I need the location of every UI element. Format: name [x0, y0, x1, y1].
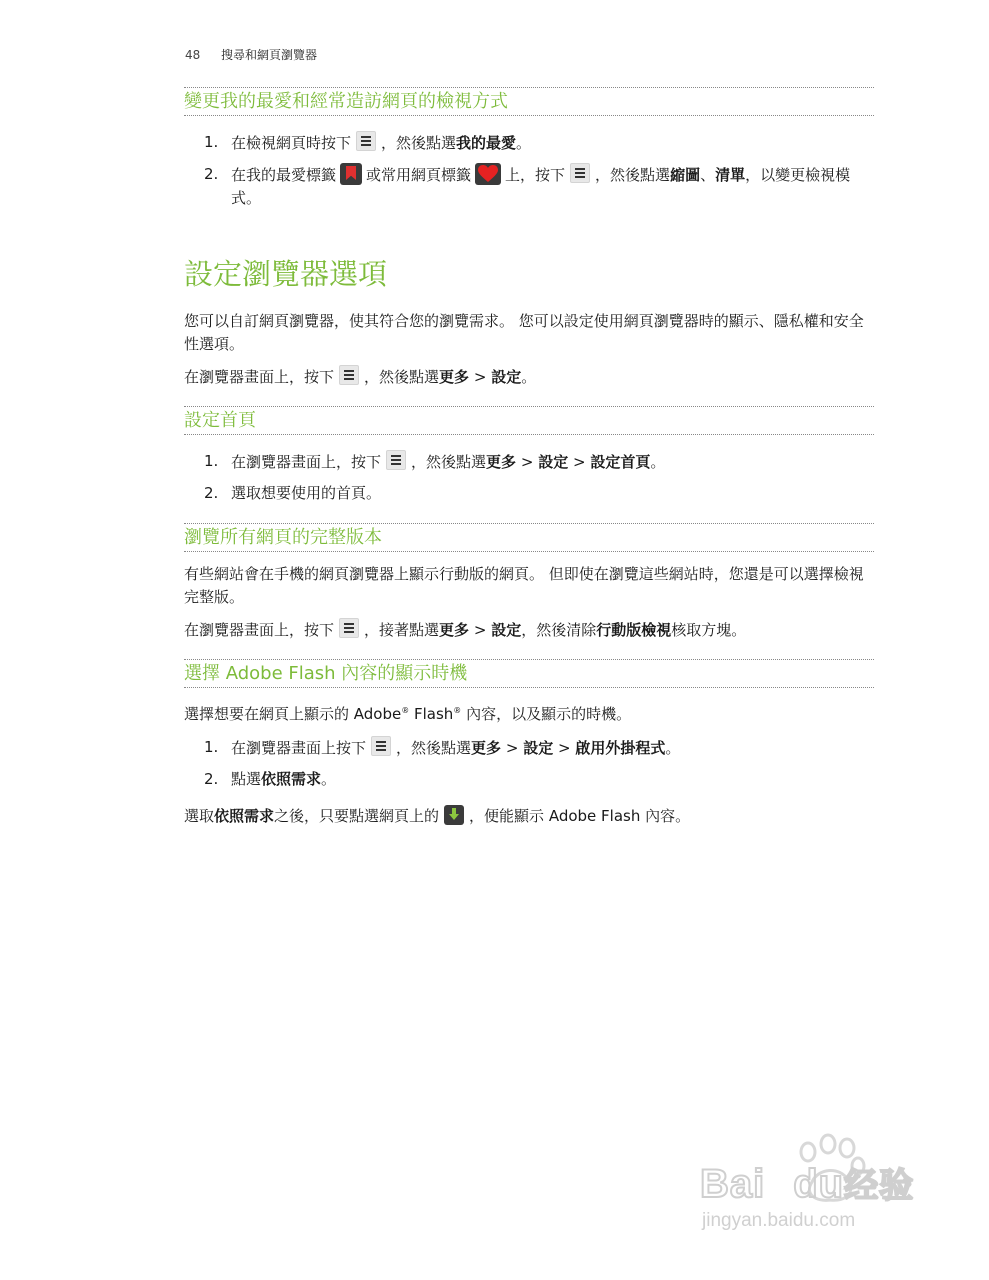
registered-mark: ® [401, 706, 410, 715]
menu-icon [356, 131, 376, 151]
paragraph: 您可以自訂網頁瀏覽器，使其符合您的瀏覽需求。 您可以設定使用網頁瀏覽器時的顯示、隱私權和安全性選項。 [184, 312, 864, 353]
step-text: 。 [321, 770, 337, 788]
paragraph: 有些網站會在手機的網頁瀏覽器上顯示行動版的網頁。 但即使在瀏覽這些網站時，您還是可以選擇檢視完整版。 [184, 565, 864, 606]
step-text: 在檢視網頁時按下 [231, 134, 352, 152]
step-text: ，然後點選 [396, 739, 472, 757]
step-text: 上，按下 [505, 166, 566, 184]
ui-term: 設定 [523, 739, 554, 757]
separator: > [572, 453, 586, 471]
ui-term: 啟用外掛程式 [575, 739, 666, 757]
ui-term: 設定首頁 [590, 453, 651, 471]
ui-term: 清單 [715, 166, 746, 184]
step-text: ，然後點選 [411, 453, 487, 471]
watermark-url: jingyan.baidu.com [702, 1210, 856, 1231]
paragraph-text: ，便能顯示 Adobe Flash 內容。 [469, 807, 691, 825]
ui-term: 行動版檢視 [596, 621, 672, 639]
list-item [204, 768, 874, 791]
paragraph [184, 618, 874, 642]
step-text: 。 [650, 453, 666, 471]
list-number: 2. [204, 770, 219, 788]
section-heading-homepage: 設定首頁 [184, 406, 874, 435]
paragraph [184, 365, 874, 389]
step-text: 在瀏覽器畫面上，按下 [231, 453, 382, 471]
paragraph [184, 699, 874, 726]
page-header [185, 46, 317, 63]
step-text: 。 [665, 739, 681, 757]
step-text: 選取想要使用的首頁。 [231, 484, 382, 502]
step-text: ，然後點選 [381, 134, 457, 152]
step-text: 在瀏覽器畫面上按下 [231, 739, 367, 757]
page-number: 48 [185, 48, 201, 62]
section-heading-adobe-flash: 選擇 Adobe Flash 內容的顯示時機 [184, 659, 874, 688]
ui-term: 更多 [486, 453, 517, 471]
watermark-brand-du: du [793, 1162, 845, 1206]
ui-term: 依照需求 [214, 807, 275, 825]
menu-icon [386, 450, 406, 470]
paragraph-text: 核取方塊。 [671, 621, 747, 639]
step-text: 在我的最愛標籤 [231, 166, 337, 184]
list-item [204, 482, 874, 505]
heart-icon [475, 163, 501, 185]
ui-term: 設定 [491, 621, 522, 639]
list-number: 1. [204, 738, 219, 756]
list-item [204, 736, 874, 760]
section-heading-favorites-view: 變更我的最愛和經常造訪網頁的檢視方式 [184, 87, 874, 116]
ui-term: 設定 [491, 368, 522, 386]
registered-mark: ® [453, 706, 462, 715]
download-icon [444, 805, 464, 825]
step-text: 點選 [231, 770, 262, 788]
list-item [204, 450, 874, 474]
paragraph [184, 805, 874, 828]
ui-term: 更多 [439, 368, 470, 386]
list-number: 2. [204, 484, 219, 502]
separator: > [520, 453, 534, 471]
ui-term: 依照需求 [261, 770, 322, 788]
paragraph-text: 。 [521, 368, 537, 386]
paragraph-text: 選取 [184, 807, 215, 825]
list-number: 1. [204, 133, 219, 151]
list-item [204, 163, 874, 210]
paragraph-text: 之後，只要點選網頁上的 [274, 807, 440, 825]
step-text: 、 [700, 166, 716, 184]
ui-term: 我的最愛 [456, 134, 517, 152]
list-number: 2. [204, 165, 219, 183]
paragraph-text: ，接著點選 [364, 621, 440, 639]
menu-icon [371, 736, 391, 756]
ui-term: 縮圖 [670, 166, 701, 184]
ui-term: 設定 [538, 453, 569, 471]
paragraph-text: 在瀏覽器畫面上，按下 [184, 368, 335, 386]
menu-icon [339, 618, 359, 638]
page-title: 設定瀏覽器選項 [184, 257, 388, 291]
chapter-title: 搜尋和網頁瀏覽器 [221, 48, 318, 62]
separator: > [557, 739, 571, 757]
watermark-brand-jingyan: 经验 [844, 1167, 915, 1205]
menu-icon [570, 163, 590, 183]
step-text: ，然後點選 [595, 166, 671, 184]
list-number: 1. [204, 452, 219, 470]
step-text: ，以變更檢視模式。 [231, 166, 851, 207]
step-text: 或常用網頁標籤 [366, 166, 472, 184]
bookmark-icon [340, 163, 362, 185]
separator: > [505, 739, 519, 757]
separator: > [473, 368, 487, 386]
paragraph-text: 內容，以及顯示的時機。 [461, 705, 632, 723]
ui-term: 更多 [439, 621, 470, 639]
paragraph-text: 在瀏覽器畫面上，按下 [184, 621, 335, 639]
step-text: 。 [516, 134, 532, 152]
watermark-brand: Bai [700, 1162, 766, 1206]
baidu-jingyan-watermark [700, 1130, 940, 1240]
separator: > [473, 621, 487, 639]
paragraph-text: ，然後清除 [521, 621, 597, 639]
ui-term: 更多 [471, 739, 502, 757]
paragraph-text: ，然後點選 [364, 368, 440, 386]
paragraph-text: Flash [409, 705, 454, 723]
list-item [204, 131, 874, 155]
paragraph-text: 選擇想要在網頁上顯示的 Adobe [184, 705, 402, 723]
section-heading-full-version: 瀏覽所有網頁的完整版本 [184, 523, 874, 552]
menu-icon [339, 365, 359, 385]
